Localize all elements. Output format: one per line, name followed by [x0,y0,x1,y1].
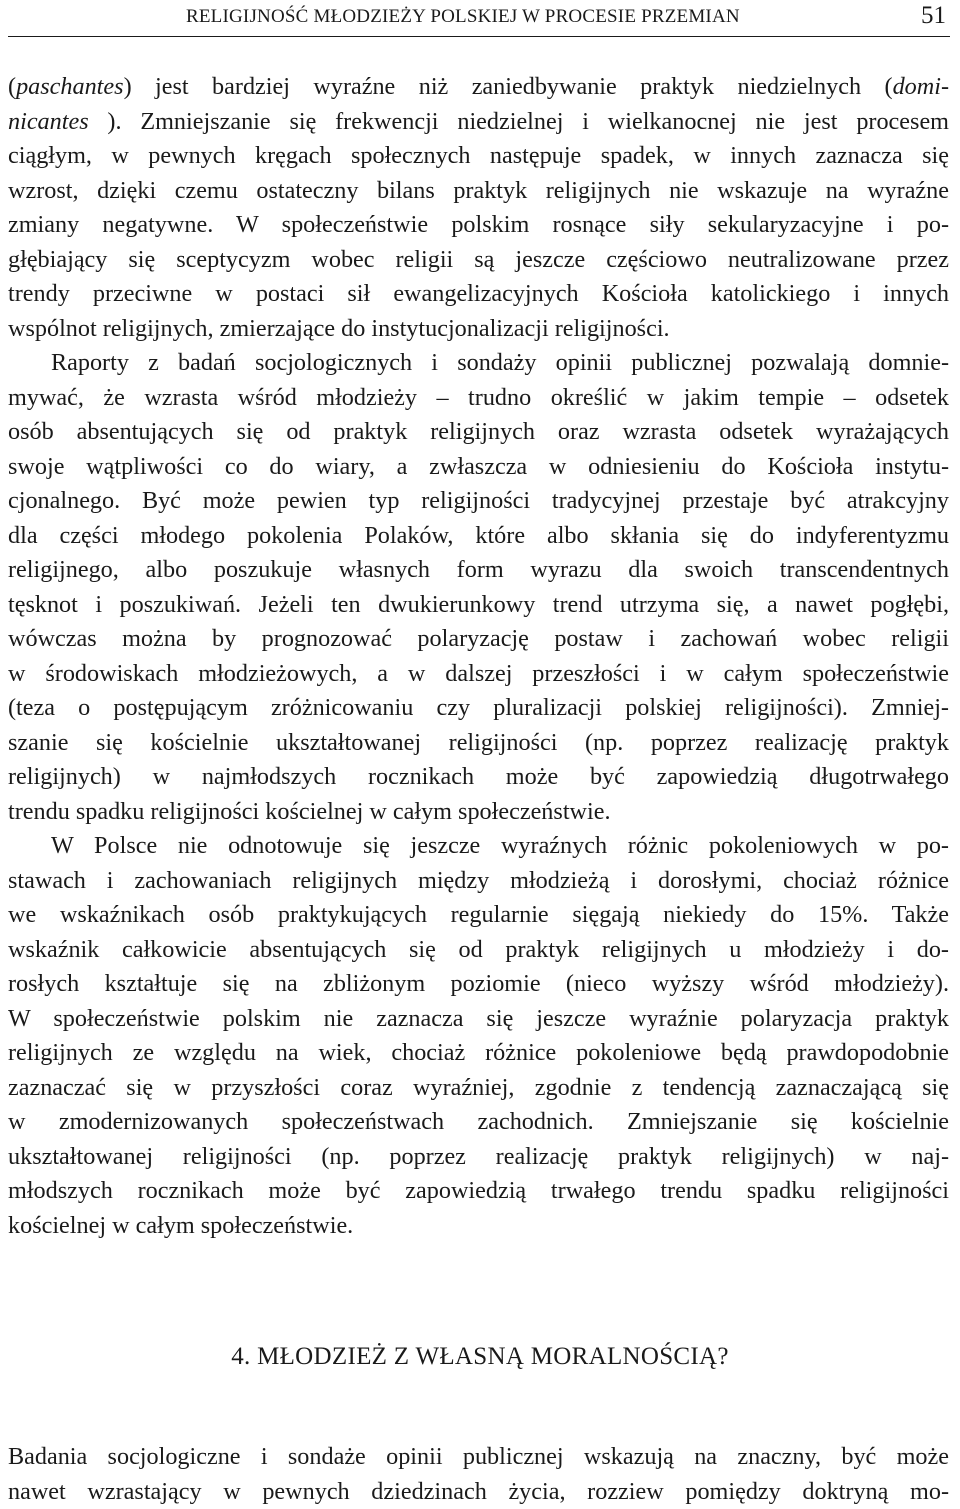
text-line: ukształtowanej religijności (np. poprzez realizację praktyk religijnych) w naj- [8,1142,949,1170]
page-number: 51 [921,2,946,29]
text-line: w zmodernizowanych społeczeństwach zachodnich. Zmniejszanie się kościelnie [8,1108,949,1135]
text-line: nawet wzrastający w pewnych dziedzinach życia, rozziew pomiędzy doktryną mo- [8,1477,949,1505]
text-line: we wskaźnikach osób praktykujących regularnie sięgają niekiedy do 15%. Także [8,901,949,928]
italic-term: nicantes [8,107,89,135]
text-fragment: ( [8,73,17,100]
text-line: W społeczeństwie polskim nie zaznacza się jeszcze wyraźnie polaryzacja praktyk [8,1004,949,1032]
text-line: dla części młodego pokolenia Polaków, które albo skłania się do indyferentyzmu [8,521,949,549]
text-line: trendu spadku religijności kościelnej w całym społeczeństwie. [8,797,611,825]
italic-term: domi- [892,73,949,100]
text-line: (teza o postępującym zróżnicowaniu czy pluralizacji polskiej religijności). Zmniej- [8,694,949,721]
text-line: ciągłym, w pewnych kręgach społecznych następuje spadek, w innych zaznacza się [8,142,949,169]
running-title: RELIGIJNOŚĆ MŁODZIEŻY POLSKIEJ W PROCESIE PRZEMIAN [186,6,740,27]
text-line: szanie się kościelnie ukształtowanej religijności (np. poprzez realizację praktyk [8,728,949,756]
text-line [8,105,949,139]
text-line: W Polsce nie odnotowuje się jeszcze wyraźnych różnic pokoleniowych w po- [51,832,949,859]
text-line: stawach i zachowaniach religijnych między młodzieżą i dorosłymi, chociaż różnice [8,866,949,894]
text-line: religijnych ze względu na wiek, chociaż różnice pokoleniowe będą prawdopodobnie [8,1039,949,1066]
text-line: głębiający się sceptycyzm wobec religii są jeszcze częściowo neutralizowane przez [8,245,949,273]
italic-term: paschantes [16,73,124,100]
text-line: religijnego, albo poszukuje własnych form wyrazu dla swoich transcendentnych [8,556,949,583]
text-fragment: ). Zmniejszanie się frekwencji niedzielnej i wielkanocnej nie jest procesem [88,107,949,135]
text-line: wskaźnik całkowicie absentujących się od praktyk religijnych u młodzieży i do- [8,935,949,963]
running-header [8,0,950,37]
text-line: wspólnot religijnych, zmierzające do instytucjonalizacji religijności. [8,314,670,342]
text-line: wzrost, dzięki czemu ostateczny bilans praktyk religijnych nie wskazuje na wyraźne [8,176,949,204]
text-line [8,70,949,104]
section-heading: 4. MŁODZIEŻ Z WŁASNĄ MORALNOŚCIĄ? [231,1343,729,1370]
text-line: zaznaczać się w przyszłości coraz wyraźniej, zgodnie z tendencją zaznaczającą się [8,1073,949,1101]
text-line: swoje wątpliwości co do wiary, a zwłaszcza w odniesieniu do Kościoła instytu- [8,452,949,480]
text-line: rosłych kształtuje się na zbliżonym poziomie (nieco wyższy wśród młodzieży). [8,970,949,997]
text-line: zmiany negatywne. W społeczeństwie polskim rosnące siły sekularyzacyjne i po- [8,211,949,238]
text-line: mywać, że wzrasta wśród młodzieży – trudno określić w jakim tempie – odsetek [8,383,949,411]
text-line: Raporty z badań socjologicznych i sondaży opinii publicznej pozwalają domnie- [51,349,949,376]
text-line: trendy przeciwne w postaci sił ewangelizacyjnych Kościoła katolickiego i innych [8,280,949,307]
text-line: religijnych) w najmłodszych rocznikach może być zapowiedzią długotrwałego [8,763,949,790]
text-line: w środowiskach młodzieżowych, a w dalszej przeszłości i w całym społeczeństwie [8,659,949,687]
text-line: młodszych rocznikach może być zapowiedzią trwałego trendu spadku religijności [8,1177,949,1204]
text-line: wówczas można by prognozować polaryzację postaw i zachowań wobec religii [8,625,949,652]
text-line: Badania socjologiczne i sondaże opinii publicznej wskazują na znaczny, być może [8,1443,949,1470]
text-line: cjonalnego. Być może pewien typ religijności tradycyjnej przestaje być atrakcyjny [8,487,949,514]
text-fragment: ) jest bardziej wyraźne niż zaniedbywanie praktyk niedzielnych ( [123,73,893,100]
text-line: osób absentujących się od praktyk religijnych oraz wzrasta odsetek wyrażających [8,418,949,445]
text-line: kościelnej w całym społeczeństwie. [8,1211,354,1239]
text-line: tęsknot i poszukiwań. Jeżeli ten dwukierunkowy trend utrzyma się, a nawet pogłębi, [8,590,949,618]
